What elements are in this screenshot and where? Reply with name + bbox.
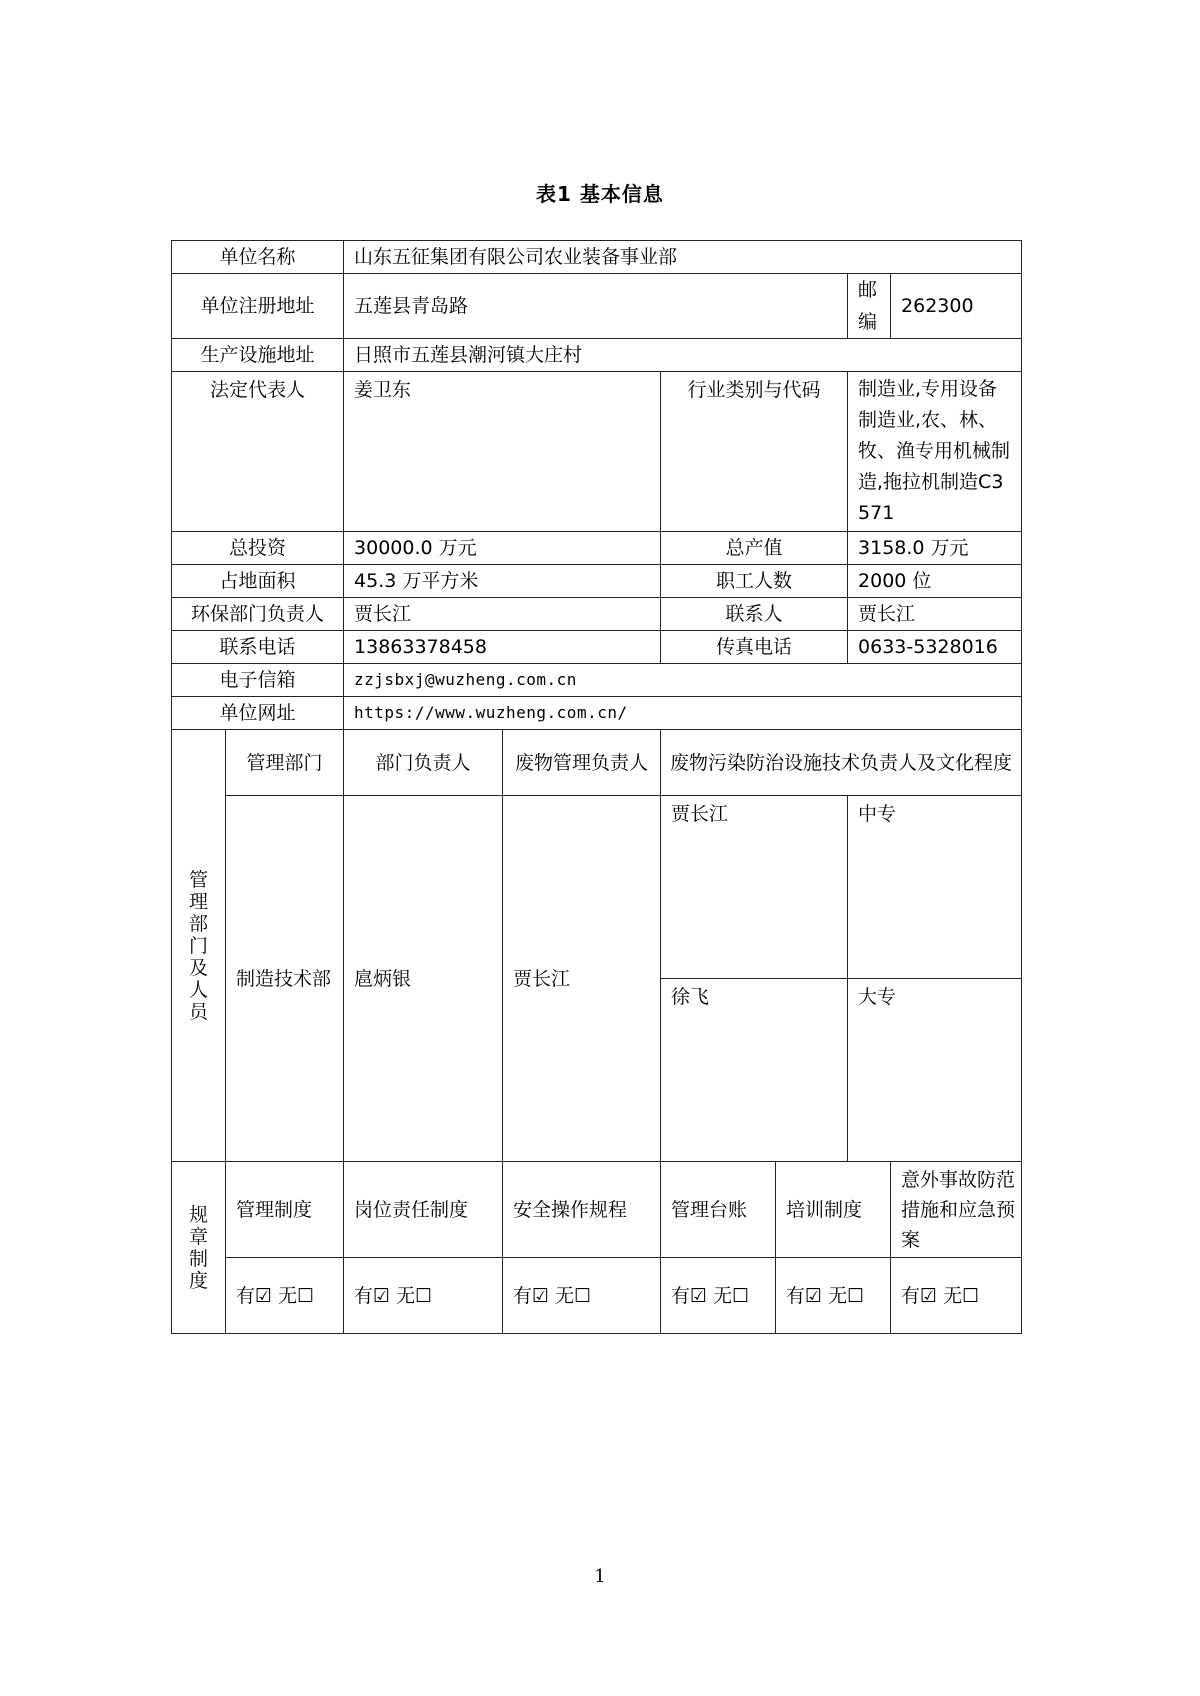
industry-value: 制造业,专用设备制造业,农、林、牧、渔专用机械制造,拖拉机制造C3571 (848, 372, 1022, 532)
regulation-status: 有☑ 无☐ (891, 1258, 1022, 1334)
contact-value: 贾长江 (848, 598, 1022, 631)
industry-label: 行业类别与代码 (661, 372, 848, 532)
header-waste-head: 废物管理负责人 (503, 730, 661, 796)
phone-label: 联系电话 (172, 631, 344, 664)
unit-name-label: 单位名称 (172, 241, 344, 274)
investment-label: 总投资 (172, 532, 344, 565)
reg-address-value: 五莲县青岛路 (344, 274, 848, 339)
facility-address-label: 生产设施地址 (172, 339, 344, 372)
header-tech-staff: 废物污染防治设施技术负责人及文化程度 (661, 730, 1022, 796)
investment-value: 30000.0 万元 (344, 532, 661, 565)
regulation-status: 有☑ 无☐ (661, 1258, 776, 1334)
regulation-name: 安全操作规程 (503, 1162, 661, 1258)
page-number: 1 (594, 1566, 606, 1587)
unit-name-value: 山东五征集团有限公司农业装备事业部 (344, 241, 1022, 274)
env-head-value: 贾长江 (344, 598, 661, 631)
regulation-name: 意外事故防范措施和应急预案 (891, 1162, 1022, 1258)
tech-staff-education: 中专 (848, 796, 1022, 979)
basic-info-table (171, 240, 1022, 1334)
postcode-label: 邮编 (848, 274, 891, 339)
tech-staff-education: 大专 (848, 979, 1022, 1162)
regulation-name: 培训制度 (776, 1162, 891, 1258)
management-section-label: 管理部门及人员 (172, 730, 226, 1162)
postcode-value: 262300 (891, 274, 1022, 339)
fax-label: 传真电话 (661, 631, 848, 664)
legal-rep-value: 姜卫东 (344, 372, 661, 532)
waste-head-value: 贾长江 (503, 796, 661, 1162)
tech-staff-name: 徐飞 (661, 979, 848, 1162)
employees-value: 2000 位 (848, 565, 1022, 598)
header-dept-head: 部门负责人 (344, 730, 503, 796)
contact-label: 联系人 (661, 598, 848, 631)
department-value: 制造技术部 (226, 796, 344, 1162)
regulation-status: 有☑ 无☐ (344, 1258, 503, 1334)
header-department: 管理部门 (226, 730, 344, 796)
table-title: 表1 基本信息 (536, 182, 664, 206)
regulations-section-label: 规章制度 (172, 1162, 226, 1334)
website-label: 单位网址 (172, 697, 344, 730)
tech-staff-name: 贾长江 (661, 796, 848, 979)
area-value: 45.3 万平方米 (344, 565, 661, 598)
output-value: 3158.0 万元 (848, 532, 1022, 565)
employees-label: 职工人数 (661, 565, 848, 598)
website-value: https://www.wuzheng.com.cn/ (344, 697, 1022, 730)
regulation-name: 岗位责任制度 (344, 1162, 503, 1258)
area-label: 占地面积 (172, 565, 344, 598)
legal-rep-label: 法定代表人 (172, 372, 344, 532)
regulation-status: 有☑ 无☐ (776, 1258, 891, 1334)
dept-head-value: 扈炳银 (344, 796, 503, 1162)
phone-value: 13863378458 (344, 631, 661, 664)
regulation-name: 管理台账 (661, 1162, 776, 1258)
email-label: 电子信箱 (172, 664, 344, 697)
fax-value: 0633-5328016 (848, 631, 1022, 664)
output-label: 总产值 (661, 532, 848, 565)
facility-address-value: 日照市五莲县潮河镇大庄村 (344, 339, 1022, 372)
reg-address-label: 单位注册地址 (172, 274, 344, 339)
env-head-label: 环保部门负责人 (172, 598, 344, 631)
regulation-status: 有☑ 无☐ (503, 1258, 661, 1334)
regulation-status: 有☑ 无☐ (226, 1258, 344, 1334)
email-value: zzjsbxj@wuzheng.com.cn (344, 664, 1022, 697)
regulation-name: 管理制度 (226, 1162, 344, 1258)
